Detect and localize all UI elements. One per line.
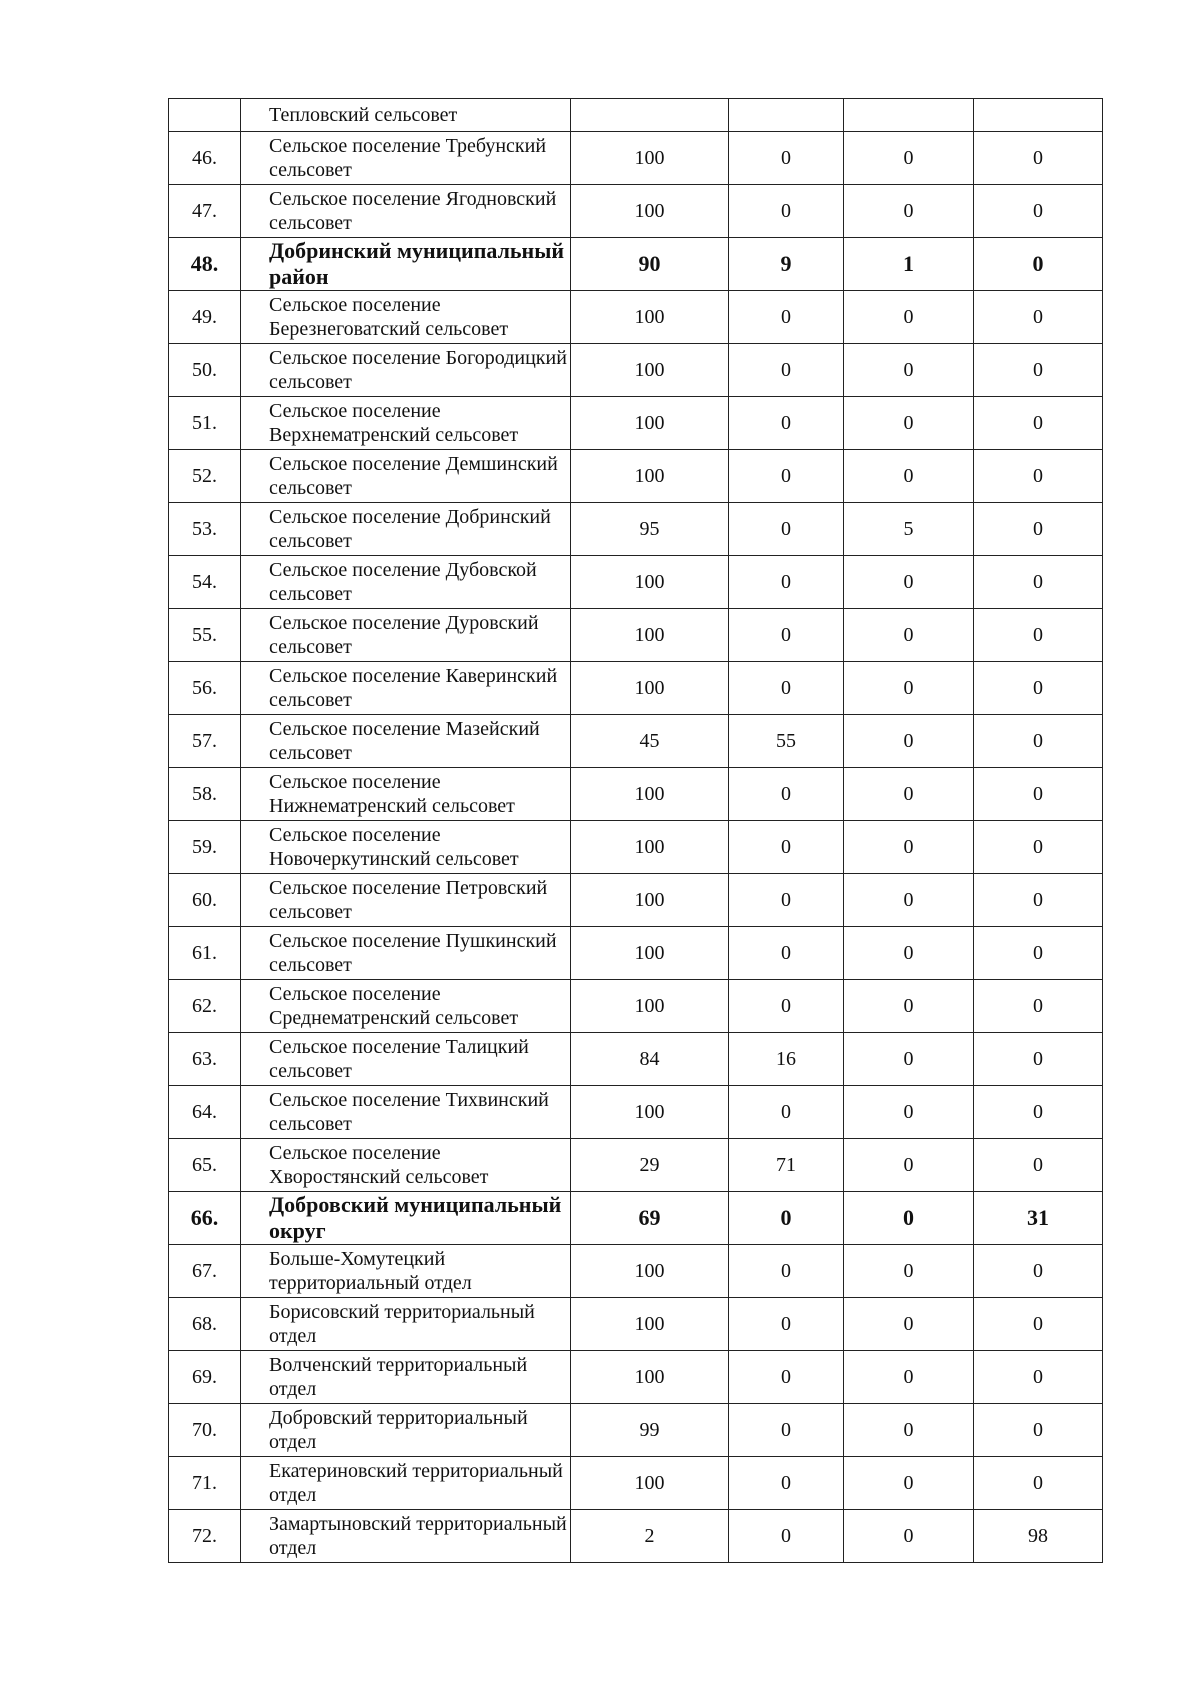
row-number-cell: 47. [169, 185, 241, 238]
settlement-name-cell: Сельское поселение Добринский сельсовет [241, 503, 571, 556]
table-row [169, 132, 1103, 185]
value-col-4-cell: 0 [974, 1351, 1103, 1404]
row-number-cell: 49. [169, 291, 241, 344]
value-col-2-cell: 0 [729, 1457, 844, 1510]
row-number-cell: 57. [169, 715, 241, 768]
value-col-1-cell [571, 99, 729, 132]
value-col-3-cell: 0 [844, 662, 974, 715]
value-col-4-cell: 0 [974, 1139, 1103, 1192]
settlement-name-cell: Добровский муниципальный округ [241, 1192, 571, 1245]
table-row [169, 609, 1103, 662]
row-number-cell: 71. [169, 1457, 241, 1510]
table-row [169, 1457, 1103, 1510]
value-col-1-cell: 100 [571, 1457, 729, 1510]
settlement-name-cell: Сельское поселение Богородицкий сельсовет [241, 344, 571, 397]
table-row [169, 1086, 1103, 1139]
settlement-name-cell: Сельское поселение Дуровский сельсовет [241, 609, 571, 662]
value-col-3-cell: 0 [844, 874, 974, 927]
value-col-4-cell: 0 [974, 980, 1103, 1033]
table-body [169, 99, 1103, 1563]
value-col-1-cell: 29 [571, 1139, 729, 1192]
row-number-cell: 60. [169, 874, 241, 927]
value-col-2-cell: 0 [729, 132, 844, 185]
value-col-1-cell: 100 [571, 1298, 729, 1351]
value-col-3-cell: 0 [844, 1351, 974, 1404]
settlement-name-cell: Добровский территориальный отдел [241, 1404, 571, 1457]
row-number-cell: 46. [169, 132, 241, 185]
value-col-2-cell: 16 [729, 1033, 844, 1086]
value-col-1-cell: 100 [571, 1351, 729, 1404]
value-col-4-cell: 0 [974, 397, 1103, 450]
value-col-3-cell: 0 [844, 768, 974, 821]
settlement-name-cell: Тепловский сельсовет [241, 99, 571, 132]
row-number-cell [169, 99, 241, 132]
row-number-cell: 69. [169, 1351, 241, 1404]
row-number-cell: 50. [169, 344, 241, 397]
value-col-1-cell: 100 [571, 609, 729, 662]
value-col-2-cell: 0 [729, 609, 844, 662]
settlement-name-cell: Сельское поселение Мазейский сельсовет [241, 715, 571, 768]
value-col-1-cell: 100 [571, 874, 729, 927]
settlements-table [168, 98, 1103, 1563]
value-col-2-cell: 0 [729, 1404, 844, 1457]
table-row [169, 503, 1103, 556]
value-col-1-cell: 95 [571, 503, 729, 556]
value-col-3-cell: 0 [844, 1457, 974, 1510]
settlement-name-cell: Больше-Хомутецкий территориальный отдел [241, 1245, 571, 1298]
value-col-2-cell: 0 [729, 1351, 844, 1404]
table-row [169, 1245, 1103, 1298]
settlement-name-cell: Сельское поселение Пушкинский сельсовет [241, 927, 571, 980]
table-row [169, 715, 1103, 768]
value-col-4-cell: 0 [974, 1298, 1103, 1351]
value-col-2-cell: 0 [729, 768, 844, 821]
value-col-3-cell: 0 [844, 1033, 974, 1086]
value-col-4-cell: 0 [974, 132, 1103, 185]
value-col-4-cell: 0 [974, 344, 1103, 397]
table-row [169, 1510, 1103, 1563]
table-row [169, 662, 1103, 715]
value-col-4-cell: 0 [974, 185, 1103, 238]
settlement-name-cell: Сельское поселение Нижнематренский сельсовет [241, 768, 571, 821]
row-number-cell: 70. [169, 1404, 241, 1457]
value-col-2-cell [729, 99, 844, 132]
value-col-2-cell: 0 [729, 1086, 844, 1139]
value-col-3-cell: 0 [844, 291, 974, 344]
settlement-name-cell: Сельское поселение Хворостянский сельсовет [241, 1139, 571, 1192]
value-col-3-cell: 0 [844, 344, 974, 397]
value-col-3-cell: 0 [844, 821, 974, 874]
row-number-cell: 55. [169, 609, 241, 662]
value-col-1-cell: 100 [571, 132, 729, 185]
value-col-2-cell: 0 [729, 874, 844, 927]
row-number-cell: 66. [169, 1192, 241, 1245]
value-col-4-cell: 0 [974, 768, 1103, 821]
value-col-4-cell: 98 [974, 1510, 1103, 1563]
settlement-name-cell: Сельское поселение Демшинский сельсовет [241, 450, 571, 503]
value-col-3-cell: 0 [844, 609, 974, 662]
value-col-4-cell [974, 99, 1103, 132]
row-number-cell: 56. [169, 662, 241, 715]
value-col-2-cell: 0 [729, 1192, 844, 1245]
value-col-1-cell: 45 [571, 715, 729, 768]
row-number-cell: 62. [169, 980, 241, 1033]
settlement-name-cell: Сельское поселение Ягодновский сельсовет [241, 185, 571, 238]
value-col-2-cell: 0 [729, 344, 844, 397]
table-row [169, 874, 1103, 927]
settlement-name-cell: Сельское поселение Требунский сельсовет [241, 132, 571, 185]
value-col-2-cell: 9 [729, 238, 844, 291]
row-number-cell: 72. [169, 1510, 241, 1563]
value-col-3-cell: 0 [844, 927, 974, 980]
settlement-name-cell: Сельское поселение Петровский сельсовет [241, 874, 571, 927]
table-row [169, 821, 1103, 874]
table-row [169, 927, 1103, 980]
value-col-3-cell: 0 [844, 132, 974, 185]
settlement-name-cell: Сельское поселение Талицкий сельсовет [241, 1033, 571, 1086]
table-row [169, 1139, 1103, 1192]
value-col-1-cell: 100 [571, 768, 729, 821]
table-row [169, 1298, 1103, 1351]
table-row [169, 556, 1103, 609]
value-col-4-cell: 0 [974, 503, 1103, 556]
value-col-3-cell: 0 [844, 556, 974, 609]
row-number-cell: 51. [169, 397, 241, 450]
value-col-3-cell [844, 99, 974, 132]
value-col-1-cell: 100 [571, 450, 729, 503]
value-col-1-cell: 100 [571, 662, 729, 715]
table-row [169, 99, 1103, 132]
value-col-2-cell: 0 [729, 503, 844, 556]
value-col-4-cell: 0 [974, 291, 1103, 344]
value-col-1-cell: 100 [571, 1245, 729, 1298]
value-col-3-cell: 5 [844, 503, 974, 556]
value-col-3-cell: 0 [844, 450, 974, 503]
value-col-2-cell: 0 [729, 291, 844, 344]
value-col-3-cell: 0 [844, 715, 974, 768]
row-number-cell: 63. [169, 1033, 241, 1086]
row-number-cell: 52. [169, 450, 241, 503]
settlement-name-cell: Сельское поселение Дубовской сельсовет [241, 556, 571, 609]
table-row [169, 1192, 1103, 1245]
value-col-4-cell: 31 [974, 1192, 1103, 1245]
value-col-3-cell: 0 [844, 1139, 974, 1192]
value-col-1-cell: 99 [571, 1404, 729, 1457]
value-col-1-cell: 100 [571, 821, 729, 874]
value-col-1-cell: 100 [571, 1086, 729, 1139]
value-col-1-cell: 90 [571, 238, 729, 291]
value-col-2-cell: 0 [729, 1510, 844, 1563]
settlement-name-cell: Екатериновский территориальный отдел [241, 1457, 571, 1510]
value-col-1-cell: 100 [571, 397, 729, 450]
value-col-2-cell: 0 [729, 927, 844, 980]
row-number-cell: 67. [169, 1245, 241, 1298]
value-col-2-cell: 55 [729, 715, 844, 768]
value-col-4-cell: 0 [974, 927, 1103, 980]
row-number-cell: 58. [169, 768, 241, 821]
row-number-cell: 54. [169, 556, 241, 609]
value-col-3-cell: 0 [844, 397, 974, 450]
value-col-2-cell: 0 [729, 662, 844, 715]
table-row [169, 185, 1103, 238]
value-col-3-cell: 0 [844, 1245, 974, 1298]
value-col-2-cell: 0 [729, 556, 844, 609]
value-col-4-cell: 0 [974, 1086, 1103, 1139]
value-col-4-cell: 0 [974, 238, 1103, 291]
settlement-name-cell: Добринский муниципальный район [241, 238, 571, 291]
table-row [169, 980, 1103, 1033]
settlement-name-cell: Сельское поселение Верхнематренский сельсовет [241, 397, 571, 450]
value-col-4-cell: 0 [974, 1404, 1103, 1457]
value-col-3-cell: 0 [844, 1404, 974, 1457]
value-col-4-cell: 0 [974, 821, 1103, 874]
settlement-name-cell: Сельское поселение Среднематренский сельсовет [241, 980, 571, 1033]
value-col-2-cell: 0 [729, 980, 844, 1033]
value-col-4-cell: 0 [974, 662, 1103, 715]
row-number-cell: 53. [169, 503, 241, 556]
value-col-4-cell: 0 [974, 609, 1103, 662]
value-col-4-cell: 0 [974, 874, 1103, 927]
settlement-name-cell: Сельское поселение Березнеговатский сельсовет [241, 291, 571, 344]
value-col-4-cell: 0 [974, 450, 1103, 503]
row-number-cell: 65. [169, 1139, 241, 1192]
value-col-1-cell: 100 [571, 344, 729, 397]
value-col-2-cell: 0 [729, 397, 844, 450]
value-col-1-cell: 84 [571, 1033, 729, 1086]
value-col-4-cell: 0 [974, 556, 1103, 609]
settlement-name-cell: Волченский территориальный отдел [241, 1351, 571, 1404]
value-col-2-cell: 0 [729, 185, 844, 238]
value-col-3-cell: 0 [844, 1298, 974, 1351]
settlement-name-cell: Замартыновский территориальный отдел [241, 1510, 571, 1563]
table-row [169, 1033, 1103, 1086]
row-number-cell: 61. [169, 927, 241, 980]
table-row [169, 397, 1103, 450]
value-col-3-cell: 0 [844, 1086, 974, 1139]
value-col-4-cell: 0 [974, 1245, 1103, 1298]
value-col-3-cell: 0 [844, 980, 974, 1033]
settlement-name-cell: Сельское поселение Новочеркутинский сельсовет [241, 821, 571, 874]
value-col-2-cell: 0 [729, 821, 844, 874]
row-number-cell: 64. [169, 1086, 241, 1139]
value-col-3-cell: 0 [844, 1192, 974, 1245]
value-col-1-cell: 69 [571, 1192, 729, 1245]
value-col-3-cell: 0 [844, 185, 974, 238]
value-col-4-cell: 0 [974, 715, 1103, 768]
value-col-1-cell: 100 [571, 556, 729, 609]
value-col-1-cell: 100 [571, 185, 729, 238]
value-col-3-cell: 0 [844, 1510, 974, 1563]
table-row [169, 238, 1103, 291]
value-col-2-cell: 71 [729, 1139, 844, 1192]
value-col-2-cell: 0 [729, 450, 844, 503]
row-number-cell: 68. [169, 1298, 241, 1351]
settlement-name-cell: Борисовский территориальный отдел [241, 1298, 571, 1351]
value-col-1-cell: 100 [571, 980, 729, 1033]
settlement-name-cell: Сельское поселение Тихвинский сельсовет [241, 1086, 571, 1139]
settlement-name-cell: Сельское поселение Каверинский сельсовет [241, 662, 571, 715]
table-row [169, 768, 1103, 821]
value-col-1-cell: 100 [571, 927, 729, 980]
table-row [169, 450, 1103, 503]
value-col-4-cell: 0 [974, 1033, 1103, 1086]
table-row [169, 291, 1103, 344]
table-row [169, 1351, 1103, 1404]
row-number-cell: 48. [169, 238, 241, 291]
value-col-2-cell: 0 [729, 1298, 844, 1351]
row-number-cell: 59. [169, 821, 241, 874]
value-col-1-cell: 100 [571, 291, 729, 344]
table-row [169, 344, 1103, 397]
value-col-2-cell: 0 [729, 1245, 844, 1298]
value-col-3-cell: 1 [844, 238, 974, 291]
value-col-1-cell: 2 [571, 1510, 729, 1563]
table-row [169, 1404, 1103, 1457]
document-page [168, 98, 1102, 1563]
value-col-4-cell: 0 [974, 1457, 1103, 1510]
